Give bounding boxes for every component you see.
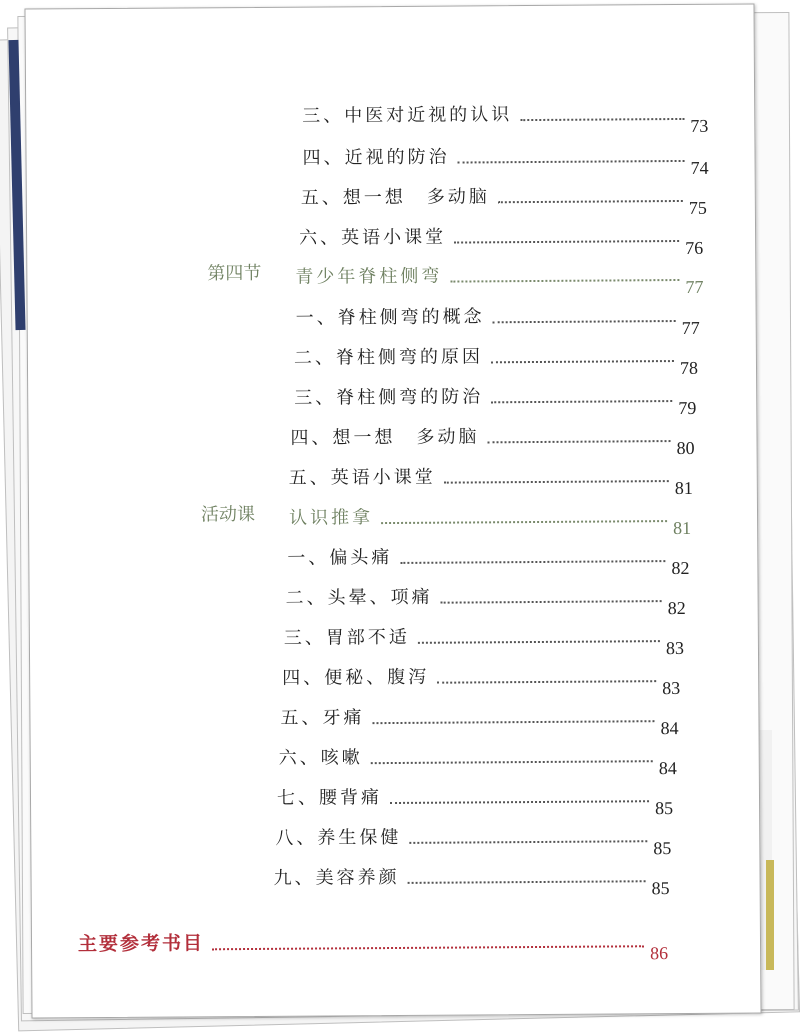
dot-leader	[491, 400, 672, 403]
toc-entry[interactable]	[287, 541, 690, 579]
entry-title: 八、养生保健	[275, 826, 402, 849]
entry-page: 73	[690, 115, 709, 136]
entry-page: 75	[688, 197, 707, 218]
dot-leader	[408, 880, 646, 884]
entry-title: 五、牙痛	[280, 707, 365, 729]
entry-title: 四、想一想 多动脑	[290, 426, 480, 449]
toc-entry[interactable]	[293, 341, 699, 378]
toc-entry[interactable]	[280, 701, 679, 739]
entry-title: 二、脊柱侧弯的原因	[293, 346, 483, 369]
underlying-page-color-bar	[766, 860, 774, 970]
entry-page: 81	[674, 477, 693, 499]
entry-title: 三、脊柱侧弯的防治	[294, 386, 484, 409]
references-page: 86	[650, 943, 669, 964]
entry-title: 一、脊柱侧弯的概念	[295, 306, 485, 329]
toc-entry[interactable]	[283, 621, 685, 659]
entry-page: 78	[679, 357, 699, 378]
dot-leader	[450, 279, 679, 283]
section-label: 活动课	[200, 503, 256, 526]
dot-leader	[493, 320, 676, 323]
dot-leader	[458, 160, 685, 164]
entry-page: 83	[665, 637, 685, 659]
dot-leader	[441, 600, 662, 604]
toc-entry[interactable]	[278, 741, 677, 779]
entry-title: 五、英语小课堂	[288, 466, 436, 489]
section-page: 77	[685, 276, 704, 297]
entry-page: 83	[662, 677, 681, 699]
references-entry[interactable]	[77, 925, 669, 964]
entry-page: 80	[676, 437, 695, 459]
dot-leader	[418, 640, 660, 644]
toc-entry[interactable]	[294, 381, 697, 419]
entry-title: 二、头晕、项痛	[285, 586, 433, 609]
toc-entry[interactable]	[302, 141, 709, 178]
toc-entry[interactable]	[273, 861, 670, 899]
toc-entry[interactable]	[299, 221, 704, 258]
entry-page: 84	[658, 758, 677, 779]
toc-entry[interactable]	[295, 301, 700, 338]
entry-page: 77	[681, 317, 700, 338]
entry-title: 三、中医对近视的认识	[302, 104, 513, 127]
entry-page: 82	[667, 597, 686, 619]
dot-leader	[437, 680, 656, 684]
dot-leader	[372, 720, 654, 724]
section-entry[interactable]	[295, 260, 704, 297]
entry-title: 七、腰背痛	[276, 787, 383, 809]
dot-leader	[400, 560, 665, 564]
entry-title: 九、美容养颜	[273, 866, 400, 889]
section-label: 第四节	[207, 262, 262, 285]
entry-title: 三、胃部不适	[283, 626, 410, 649]
dot-leader	[498, 200, 683, 203]
dot-leader	[212, 945, 644, 950]
toc-entry[interactable]	[276, 781, 674, 819]
dot-leader	[444, 480, 669, 484]
entry-page: 76	[685, 237, 704, 258]
entry-page: 85	[655, 798, 674, 819]
toc-entry[interactable]	[288, 461, 693, 499]
entry-page: 85	[651, 878, 670, 899]
toc-entry[interactable]	[300, 181, 707, 218]
references-title: 主要参考书目	[77, 932, 205, 956]
toc-entry[interactable]	[275, 821, 672, 859]
dot-leader	[390, 800, 649, 804]
section-title: 青少年脊柱侧弯	[295, 265, 443, 288]
dot-leader	[488, 440, 671, 443]
entry-page: 79	[678, 397, 697, 419]
toc-entry[interactable]	[282, 661, 681, 699]
dot-leader	[409, 840, 647, 844]
section-title: 认识推拿	[288, 507, 374, 529]
entry-title: 一、偏头痛	[287, 547, 393, 569]
entry-title: 四、近视的防治	[302, 146, 450, 169]
section-entry[interactable]	[288, 501, 692, 539]
toc-entry[interactable]	[290, 421, 695, 459]
toc-entry[interactable]	[285, 581, 686, 619]
dot-leader	[491, 360, 674, 363]
entry-page: 85	[653, 838, 672, 859]
entry-title: 六、英语小课堂	[299, 226, 447, 249]
entry-page: 74	[690, 157, 709, 178]
dot-leader	[520, 118, 684, 121]
section-page: 81	[673, 517, 692, 539]
entry-page: 84	[660, 718, 679, 739]
entry-title: 四、便秘、腹泻	[282, 666, 430, 689]
toc-page	[24, 3, 761, 1018]
entry-title: 六、咳嗽	[278, 747, 363, 769]
dot-leader	[454, 240, 679, 244]
toc-entry[interactable]	[302, 99, 709, 136]
dot-leader	[381, 520, 667, 524]
dot-leader	[371, 760, 653, 764]
entry-page: 82	[671, 557, 690, 579]
entry-title: 五、想一想 多动脑	[300, 186, 490, 209]
